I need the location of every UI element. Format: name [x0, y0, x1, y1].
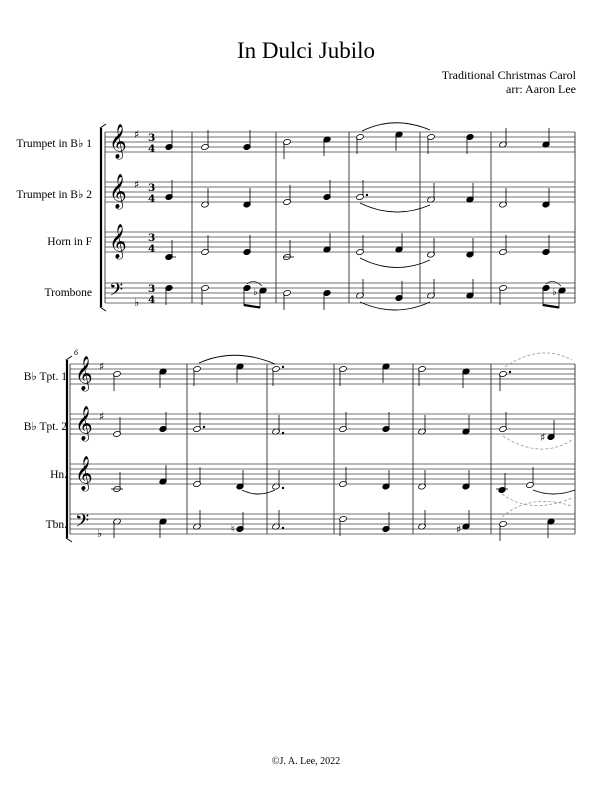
notes — [111, 123, 575, 541]
svg-text:4: 4 — [148, 143, 156, 155]
svg-text:♯: ♯ — [456, 523, 462, 536]
copyright: ©J. A. Lee, 2022 — [271, 756, 341, 767]
svg-text:♮: ♮ — [231, 524, 235, 535]
instrument-label-horn-short: Hn. — [50, 469, 67, 481]
flat-icon: ♭ — [97, 527, 103, 540]
svg-text:3: 3 — [148, 132, 156, 144]
composer-line: Traditional Christmas Carol — [441, 68, 576, 82]
treble-clef-icon: 𝄞 — [109, 224, 127, 259]
instrument-label-trumpet-1: Trumpet in B♭ 1 — [16, 138, 92, 150]
treble-clef-icon: 𝄞 — [75, 406, 93, 441]
score-title: In Dulci Jubilo — [237, 38, 375, 63]
treble-clef-icon: 𝄞 — [109, 174, 127, 209]
svg-text:♭: ♭ — [253, 287, 258, 298]
sharp-icon: ♯ — [99, 360, 105, 373]
measure-number: 6 — [74, 348, 78, 357]
instrument-label-trumpet-1-short: B♭ Tpt. 1 — [23, 371, 67, 383]
svg-text:♭: ♭ — [552, 287, 557, 298]
instrument-label-trumpet-2: Trumpet in B♭ 2 — [16, 189, 92, 201]
instrument-label-trumpet-2-short: B♭ Tpt. 2 — [23, 421, 67, 433]
instrument-label-trombone-short: Tbn. — [45, 519, 67, 531]
bass-clef-icon: 𝄢 — [75, 511, 90, 536]
svg-text:4: 4 — [148, 294, 156, 306]
svg-text:4: 4 — [148, 243, 156, 255]
barlines-system-1 — [105, 132, 575, 303]
svg-text:4: 4 — [148, 193, 156, 205]
svg-text:3: 3 — [148, 283, 156, 295]
treble-clef-icon: 𝄞 — [75, 356, 93, 391]
svg-text:3: 3 — [148, 232, 156, 244]
instrument-label-trombone: Trombone — [44, 287, 92, 299]
instrument-label-horn: Horn in F — [47, 236, 92, 248]
sharp-icon: ♯ — [134, 178, 140, 191]
time-signature — [148, 132, 155, 306]
svg-text:3: 3 — [148, 182, 156, 194]
flat-icon: ♭ — [134, 296, 140, 309]
sharp-icon: ♯ — [99, 410, 105, 423]
staff-lines — [70, 132, 575, 534]
svg-text:♯: ♯ — [540, 431, 546, 444]
sharp-icon: ♯ — [134, 128, 140, 141]
treble-clef-icon: 𝄞 — [75, 456, 93, 491]
barlines-system-2 — [70, 364, 575, 534]
bass-clef-icon: 𝄢 — [109, 280, 124, 305]
treble-clef-icon: 𝄞 — [109, 124, 127, 159]
arranger-line: arr: Aaron Lee — [506, 82, 576, 96]
